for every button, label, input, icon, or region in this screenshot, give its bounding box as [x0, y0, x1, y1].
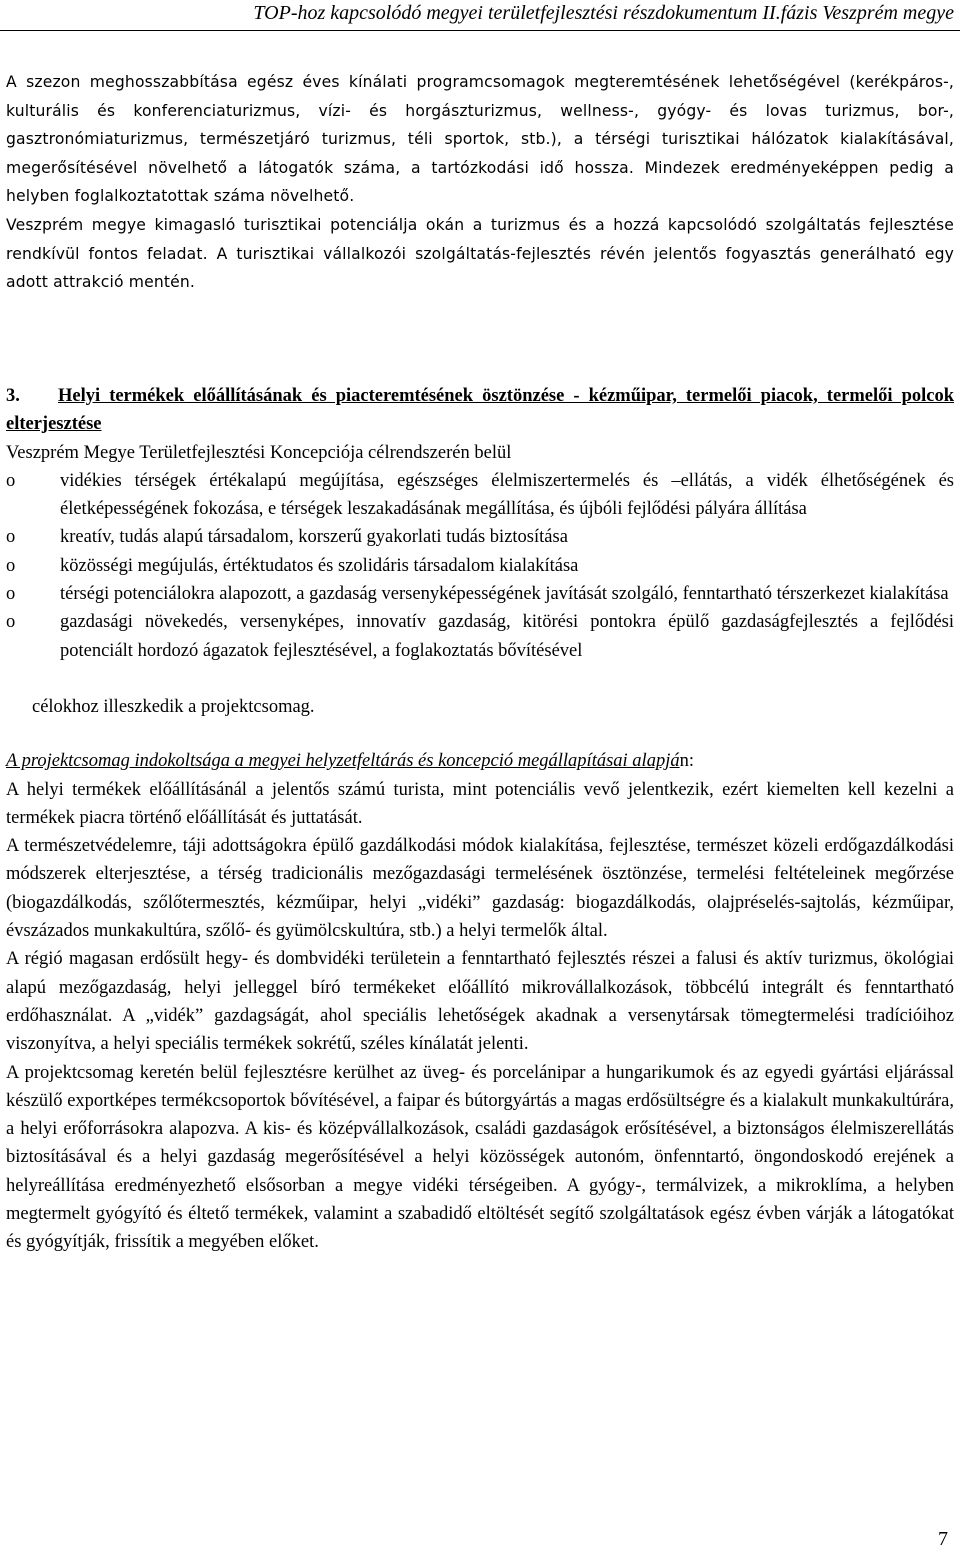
list-item [6, 523, 954, 551]
list-item-text: kreatív, tudás alapú társadalom, korszerű gyakorlati tudás biztosítása [60, 527, 568, 548]
bullet-marker: o [6, 527, 16, 548]
bullet-marker: o [6, 612, 16, 633]
list-item-text: vidékies térségek értékalapú megújítása, egészséges élelmiszertermelés és –ellátás, a vidék élhetőségének és életképességének fokozása, e térségek leszakadásának megállítása, és újbóli fejlődési pályára állítása [60, 470, 954, 520]
body-paragraph: A helyi termékek előállításánál a jelentős számú turista, mint potenciális vevő jelentkezik, ezért kiemelten kell kezelni a termékek piacra történő előállítását és juttatását. [6, 779, 954, 828]
section-closing: célokhoz illeszkedik a projektcsomag. [32, 696, 315, 717]
list-item-text: közösségi megújulás, értéktudatos és szolidáris társadalom kialakítása [60, 555, 579, 576]
section-title: Helyi termékek előállításának és piacteremtésének ösztönzése - kézműipar, termelői piacok, termelői polcok elterjesztése [6, 386, 954, 435]
list-item [6, 467, 954, 524]
justification-title: A projektcsomag indokoltsága a megyei helyzetfeltárás és koncepció megállapításai alapjá [6, 751, 680, 772]
intro-paragraph-1: A szezon meghosszabbítása egész éves kínálati programcsomagok megteremtésének lehetőségével (kerékpáros-, kulturális és konferenciaturizmus, vízi- és horgászturizmus, wellness-, gyógy- és lovas turizmus, bor-, gasztronómiaturizmus, természetjáró turizmus, téli sportok, stb.), a térségi turisztikai hálózatok kialakításával, megerősítésével növelhető a látogatók száma, a tartózkodási idő hossza. Mindezek eredményeképpen pedig a helyben foglalkoztatottak száma növelhető. [6, 73, 954, 206]
body-paragraph: A projektcsomag keretén belül fejlesztésre kerülhet az üveg- és porcelánipar a hungarikumok és az egyedi gyártási eljárással készülő exportképes termékcsoportok bővítésével, a faipar és bútorgyártás a magas erdősültségre és a kialakult munkakultúrára, a helyi erőforrásokra alapozva. A kis- és középvállalkozások, családi gazdaságok erősítésével, a biztonságos élelmiszerellátás biztosításával és a helyi gazdaság megerősítésével a helyi közösségek autonóm, önfenntartó, öngondoskodó erejének a helyreállítása eredményezhető elsősorban a megye vidéki térségeiben. A gyógy-, termálvizek, a mikroklíma, a helyben megtermelt gyógyító és éltető termékek, valamint a szabadidő eltöltését segítő szolgáltatások egész évben várják a látogatókat és gyógyítják, frissítik a megyében előket. [6, 1062, 954, 1253]
justification-suffix: n: [679, 751, 694, 772]
bullet-marker: o [6, 584, 16, 605]
intro-section [6, 68, 954, 297]
header-title: TOP-hoz kapcsolódó megyei területfejlesztési részdokumentum II.fázis Veszprém megye [253, 2, 954, 24]
bullet-marker: o [6, 470, 16, 491]
list-item [6, 552, 954, 580]
page-header [0, 0, 960, 31]
main-section [6, 382, 954, 1257]
intro-paragraph-2: Veszprém megye kimagasló turisztikai potenciálja okán a turizmus és a hozzá kapcsolódó szolgáltatás fejlesztése rendkívül fontos feladat. A turisztikai vállalkozói szolgáltatás-fejlesztés révén jelentős fogyasztás generálható egy adott attrakció mentén. [6, 215, 954, 292]
section-number: 3. [6, 386, 20, 406]
list-item [6, 608, 954, 665]
list-item-text: térségi potenciálokra alapozott, a gazdaság versenyképességének javítását szolgáló, fenntartható térszerkezet kialakítása [60, 584, 949, 605]
section-heading [6, 382, 954, 439]
body-paragraph: A régió magasan erdősült hegy- és dombvidéki területein a fenntartható fejlesztés részei a falusi és aktív turizmus, ökológiai alapú mezőgazdaság, helyi jelleggel bíró termékeket előállító mikrovállalkozások, többcélú integrált és fenntartható erdőhasználat. A „vidék” gazdagságát, ahol speciális lehetőségek akadnak a versenytársak tömegtermelési tradícióihoz viszonyítva, a helyi speciális termékek sokrétű, széles kínálatát jelenti. [6, 949, 954, 1055]
section-lead: Veszprém Megye Területfejlesztési Koncepciója célrendszerén belül [6, 442, 512, 463]
list-item [6, 580, 954, 608]
list-item-text: gazdasági növekedés, versenyképes, innovatív gazdaság, kitörési pontokra épülő gazdaságfejlesztés a fejlődési potenciált hordozó ágazatok fejlesztésével, a foglakoztatás bővítésével [60, 612, 954, 661]
bullet-marker: o [6, 555, 16, 576]
body-paragraph: A természetvédelemre, táji adottságokra épülő gazdálkodási módok kialakítása, fejlesztése, természet közeli erdőgazdálkodási módszerek elterjesztése, a térség tradicionális mezőgazdasági termelésének ösztönzése, termelési feltételeinek megőrzése (biogazdálkodás, szőlőtermesztés, kézműipar, helyi „vidéki” gazdaság: biogazdálkodás, olajpréselés-sajtolás, kézműipar, évszázados munkakultúra, szőlő- és gyümölcskultúra, stb.) a helyi termelők által. [6, 836, 954, 942]
page-number: 7 [938, 1528, 948, 1550]
justification-heading [6, 747, 954, 775]
